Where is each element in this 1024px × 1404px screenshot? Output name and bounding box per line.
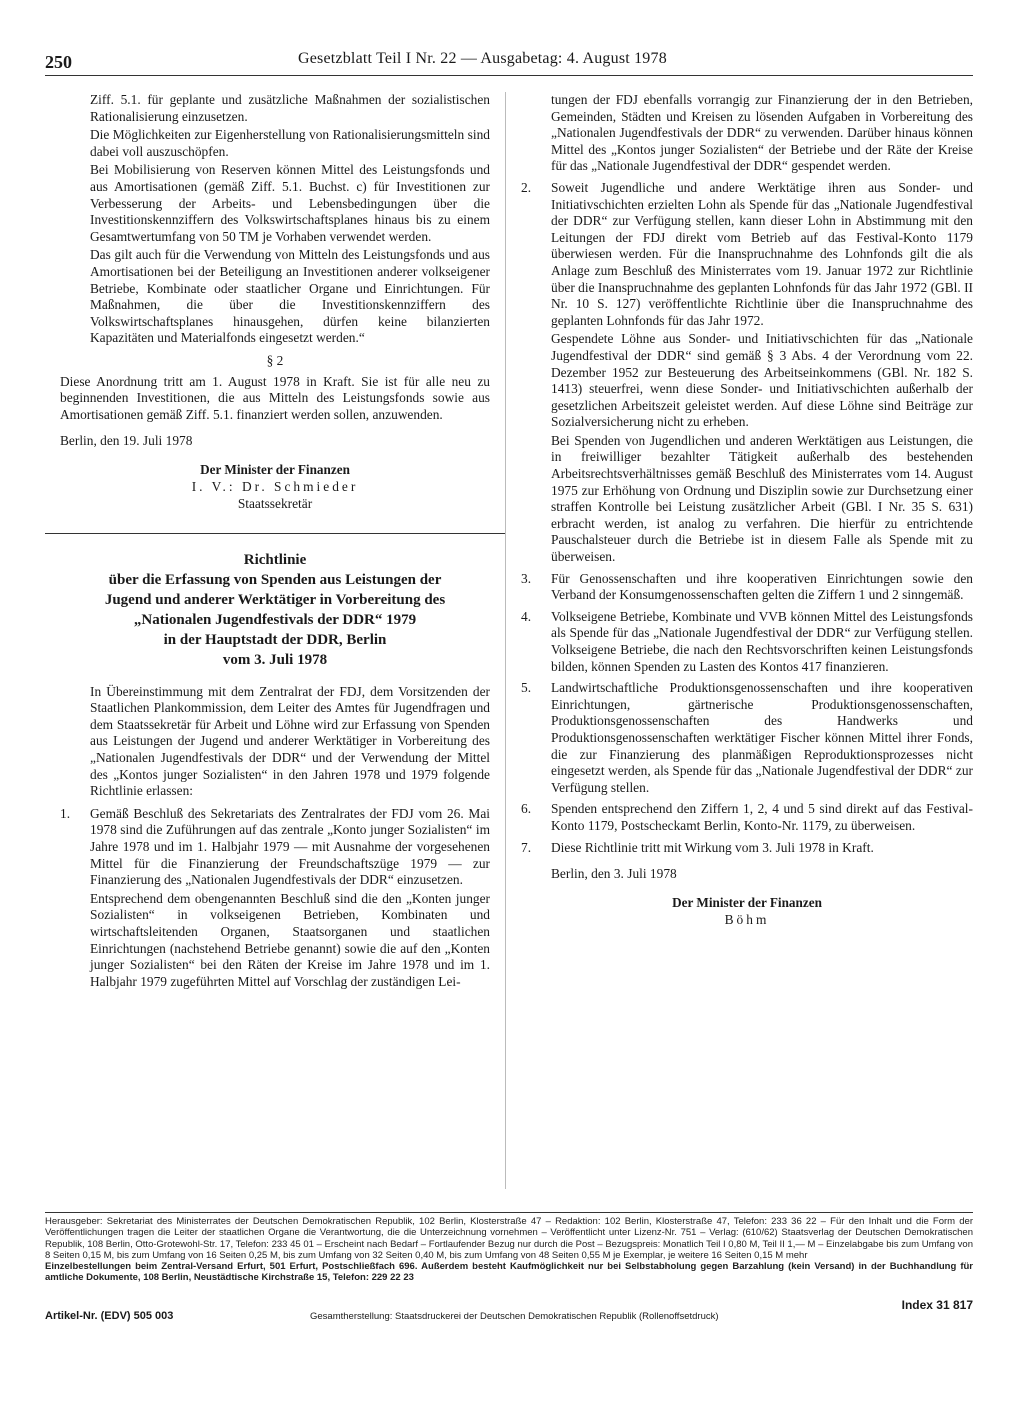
list-text: Gemäß Beschluß des Sekretariats des Zentralrates der FDJ vom 26. Mai 1978 sind die Zuführungen auf das zentrale „Konto junger Sozialisten“ im Jahre 1978 und im 1. Halbjahr 1979 — mit Ausnahme der vorgesehenen Mittel für die Finanzierung der Freundschaftszüge 1979 — zur Finanzierung des „Nationalen Jugendfestivals der DDR“ einzusetzen. [90,805,490,888]
intro-paragraph: In Übereinstimmung mit dem Zentralrat der FDJ, dem Vorsitzenden der Staatlichen Plankommission, dem Leiter des Amtes für Jugendfragen und dem Staatssekretär für Arbeit und Löhne wird zur Erfassung von Spenden aus Leistungen der Jugend und anderer Werktätiger in Vorbereitung des „Nationalen Jugendfestivals der DDR“ und der Verwendung der Mittel des „Kontos junger Sozialisten“ in den Jahren 1978 und 1979 folgende Richtlinie erlassen: [90,683,490,799]
list-text: Diese Richtlinie tritt mit Wirkung vom 3. Juli 1978 in Kraft. [551,839,874,855]
signature-role: Staatssekretär [237,496,313,512]
title-line: Jugend und anderer Werktätiger in Vorbereitung des [104,591,446,608]
signature: Böhm [724,912,770,928]
list-item [521,801,973,834]
list-item [521,609,973,675]
paragraph: Bei Mobilisierung von Reserven können Mittel des Leistungsfonds und aus Amortisationen (gemäß Ziff. 5.1. Buchst. c) für Investitionen zur Verbesserung der Arbeits- und Lebensbedingungen über die Investitionskennziffern des Volkswirtschaftsplanes hinaus bis zu einem Gesamtwertumfang von 50 TM je Vorhaben verwendet werden. [90,162,490,244]
list-text: Volkseigene Betriebe, Kombinate und VVB können Mittel des Leistungsfonds als Spende für das „Nationale Jugendfestival der DDR“ zur Verfügung stellen. Volkseigene Betriebe, die nach den Rechtsvorschriften keinen Leistungsfonds bilden, können Spenden zu Lasten des Kontos 417 finanzieren. [551,608,973,674]
paragraph: Diese Anordnung tritt am 1. August 1978 in Kraft. Sie ist für alle neu zu beginnenden Investitionen, die aus Mitteln des Leistungsfonds sowie aus Amortisationen gemäß Ziff. 5.1. finanziert werden sollen, anzuwenden. [60,373,490,422]
place-date: Berlin, den 3. Juli 1978 [551,866,677,882]
list-number: 3. [521,570,532,586]
list-number: 6. [521,801,532,817]
index-number: Index 31 817 [901,1298,973,1312]
title-line: in der Hauptstadt der DDR, Berlin [163,631,387,648]
place-date: Berlin, den 19. Juli 1978 [60,433,193,449]
list-text: Landwirtschaftliche Produktionsgenossenschaften und ihre kooperativen Einrichtungen, gärtnerische Produktionsgenossenschaften, Produktionsgenossenschaften des Handwerks und Produktionsgenossenschaften werktätiger Fischer können Mittel ihrer Fonds, die zur Finanzierung des planmäßigen Reproduktionsprozesses nicht eingesetzt werden, als Spende für das „Nationale Jugendfestival der DDR“ zur Verfügung stellen. [551,680,973,795]
list-text: tungen der FDJ ebenfalls vorrangig zur Finanzierung der in den Betrieben, Gemeinden, Städten und Kreisen zu lösenden Aufgaben in Vorbereitung des „Nationalen Jugendfestivals der DDR“ zu verwenden. Darüber hinaus können Mittel des „Kontos junger Sozialisten“ der Betriebe und der Räte der Kreise für das „Nationale Jugendfestival der DDR“ gespendet werden. [551,92,973,174]
list-text: Gespendete Löhne aus Sonder- und Initiativschichten für das „Nationale Jugendfestival der DDR“ sind gemäß § 3 Abs. 4 der Verordnung vom 22. Dezember 1952 zur Besteuerung des Arbeitseinkommens (GBl. Nr. 182 S. 1413) steuerfrei, wenn diese Sonder- und Initiativschichten außerhalb der gesetzlichen Arbeitszeit geleistet werden. Auf diese Löhne sind Beiträge zur Sozialversicherung nicht zu erheben. [551,331,973,430]
header-rule [45,75,973,76]
ordering-info: Einzelbestellungen beim Zentral-Versand Erfurt, 501 Erfurt, Postschließfach 696. Außerdem besteht Kaufmöglichkeit nur bei Selbstabholung gegen Barzahlung (kein Versand) in der Buchhandlung für amtliche Dokumente, 108 Berlin, Neustädtische Kirchstraße 15, Telefon: 229 22 23 [45,1261,973,1284]
list-number: 5. [521,680,532,696]
list-item [60,806,490,991]
list-item [521,571,973,604]
section-rule [45,533,505,534]
list-item [521,680,973,796]
title-line: vom 3. Juli 1978 [222,651,328,668]
paragraph: Ziff. 5.1. für geplante und zusätzliche Maßnahmen der sozialistischen Rationalisierung einzusetzen. [90,92,490,124]
page-header-title: Gesetzblatt Teil I Nr. 22 — Ausgabetag: 4. August 1978 [298,50,667,67]
list-item [521,92,973,175]
list-text: Für Genossenschaften und ihre kooperativen Einrichtungen sowie den Verband der Konsumgenossenschaften gelten die Ziffern 1 und 2 sinngemäß. [551,570,973,603]
list-text: Bei Spenden von Jugendlichen und anderen Werktätigen aus Leistungen, die in freiwilliger bezahlter Tätigkeit außerhalb des bestehenden Arbeitsrechtsverhältnisses gemäß Beschluß des Ministerrates vom 14. August 1975 zur Erhöhung von Ordnung und Disziplin sowie zur Durchsetzung einer straffen Kontrolle bei Leistung zusätzlicher Arbeit (GBl. I Nr. 35 S. 631) erbracht werden, ist analog zu verfahren. Die hierfür zu entrichtende Pauschalsteuer durch die Betriebe ist in diesem Falle als Spende mit zu überweisen. [551,432,973,565]
list-number: 7. [521,839,532,855]
footer-rule [45,1212,973,1213]
paragraph: Das gilt auch für die Verwendung von Mitteln des Leistungsfonds und aus Amortisationen bei der Beteiligung an Investitionen anderer volkseigener Betriebe, Kombinate oder staatlicher Organe und Einrichtungen. Für Maßnahmen, die über die Investitionskennziffern des Volkswirtschaftsplanes hinausgehen, dürfen keine bilanzierten Kapazitäten und Materialfonds eingesetzt werden.“ [90,247,490,346]
imprint-text: Herausgeber: Sekretariat des Ministerrates der Deutschen Demokratischen Republik, 102 Berlin, Klosterstraße 47 – Redaktion: 102 Berlin, Klosterstraße 47, Telefon: 233 36 22 – Für den Inhalt und die Form der Veröffentlichungen tragen die Leiter der staatlichen Organe die Verantwortung, die die Unterzeichnung vornehmen – Veröffentlicht unter Lizenz-Nr. 751 – Verlag: (610/62) Staatsverlag der Deutschen Demokratischen Republik, 108 Berlin, Otto-Grotewohl-Str. 17, Telefon: 233 45 01 – Erscheint nach Bedarf – Fortlaufender Bezug nur durch die Post – Bezugspreis: Monatlich Teil I 0,80 M, Teil II 1,— M – Einzelabgabe bis zum Umfang von 8 Seiten 0,15 M, bis zum Umfang von 16 Seiten 0,25 M, bis zum Umfang von 32 Seiten 0,40 M, bis zum Umfang von 48 Seiten 0,55 M je Exemplar, je weitere 16 Seiten 0,15 M mehr [45,1216,973,1261]
minister-title: Der Minister der Finanzen [200,461,350,477]
title-line: über die Erfassung von Spenden aus Leistungen der [108,571,442,588]
article-number: Artikel-Nr. (EDV) 505 003 [45,1310,174,1322]
printer-note: Gesamtherstellung: Staatsdruckerei der Deutschen Demokratischen Republik (Rollenoffsetdruck) [310,1311,719,1322]
list-item [521,180,973,566]
signature: I. V.: Dr. Schmieder [191,479,359,495]
imprint [45,1216,973,1284]
list-number: 4. [521,608,532,624]
list-text: Soweit Jugendliche und andere Werktätige ihren aus Sonder- und Initiativschichten erzielten Lohn als Spende für das „Nationale Jugendfestival der DDR“ zur Verfügung stellen, kann dieser Lohn in Abstimmung mit den Leitungen der FDJ direkt vom Betrieb auf das Festival-Konto 1179 überwiesen werden. Für die Inanspruchnahme des Lohnfonds gilt die als Anlage zum Beschluß des Ministerrates vom 19. Januar 1972 zur Richtlinie über die Inanspruchnahme des geplanten Lohnfonds für das Jahr 1972 (GBl. II Nr. 10 S. 127) veröffentlichte Richtlinie über die Inanspruchnahme des geplanten Lohnfonds für das Jahr 1972. [551,179,973,328]
column-divider [505,92,506,1189]
list-number: 2. [521,179,532,195]
title-line: Richtlinie [243,551,307,568]
right-column [521,92,973,929]
directive-title [60,550,490,670]
paragraph: Die Möglichkeiten zur Eigenherstellung von Rationalisierungsmitteln sind dabei voll auszuschöpfen. [90,127,490,159]
title-line: „Nationalen Jugendfestivals der DDR“ 1979 [133,611,417,628]
list-item [521,840,973,857]
left-column [60,92,490,995]
list-text: Spenden entsprechend den Ziffern 1, 2, 4 und 5 sind direkt auf das Festival-Konto 1179, Postscheckamt Berlin, Konto-Nr. 1179, zu überweisen. [551,801,973,833]
minister-title: Der Minister der Finanzen [672,894,822,910]
page-number: 250 [45,52,72,72]
list-number: 1. [60,805,71,821]
section-heading: § 2 [266,352,284,368]
list-text: Entsprechend dem obengenannten Beschluß sind die den „Konten junger Sozialisten“ in volkseigenen Betrieben, Kombinaten und wirtschaftsleitenden Organen, Staatsorganen und staatlichen Einrichtungen (nachstehend Betriebe genannt) sowie die auf den „Konten junger Sozialisten“ bei den Räten der Kreise im Jahre 1978 und im 1. Halbjahr 1979 zugeführten Mittel auf Vorschlag der zuständigen Lei- [90,890,490,989]
